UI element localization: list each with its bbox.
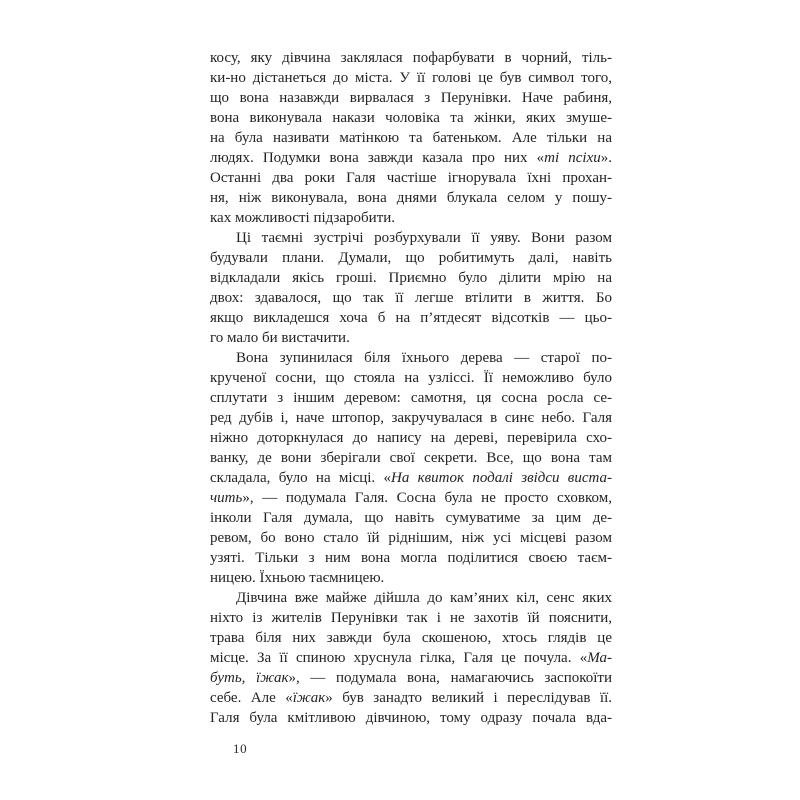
italic-text-run: ті псіхи (544, 150, 601, 166)
text-run: місце. За її спиною хруснула гілка, Галя це почула. « (210, 650, 588, 666)
text-run: ». (600, 150, 613, 166)
text-line (210, 348, 612, 368)
paragraph (210, 48, 612, 228)
text-line (210, 248, 612, 268)
text-run: Вона зупинилася біля їхнього дерева — старої по- (236, 350, 612, 366)
text-run: Галя була кмітливою дівчиною, тому одразу почала вда- (210, 710, 612, 726)
text-line (210, 448, 612, 468)
text-run: якщо викладешся хоча б на п’ятдесят відсотків — цьо- (210, 310, 612, 326)
text-line (210, 688, 612, 708)
text-run: », — подумала Галя. Сосна була не просто сховком, (242, 490, 612, 506)
text-run: го мало би вистачити. (210, 330, 350, 346)
text-run: трава біля них завжди була скошеною, хтось глядів це (210, 630, 612, 646)
text-run: Останні два роки Галя частіше ігнорувала їхні прохан- (210, 170, 612, 186)
text-line (210, 588, 612, 608)
text-line (210, 568, 612, 588)
text-run: косу, яку дівчина заклялася пофарбувати в чорний, тіль- (210, 50, 612, 66)
text-line (210, 288, 612, 308)
text-line (210, 228, 612, 248)
text-line (210, 308, 612, 328)
text-line (210, 128, 612, 148)
text-line (210, 668, 612, 688)
text-line (210, 88, 612, 108)
text-line (210, 48, 612, 68)
text-line (210, 708, 612, 728)
paragraph (210, 348, 612, 588)
text-line (210, 148, 612, 168)
text-run: ницею. Їхньою таємницею. (210, 570, 385, 586)
text-line (210, 328, 612, 348)
text-run: Ці таємні зустрічі розбурхували її уяву. Вони разом (236, 230, 612, 246)
text-run: », — подумала вона, намагаючись заспокоїти (288, 670, 612, 686)
text-run: на була називати матінкою та батеньком. Але тільки на (210, 130, 612, 146)
italic-text-run: Ма- (587, 650, 612, 666)
page-number: 10 (233, 741, 248, 756)
text-run: ревом, бо воно стало їй ріднішим, ніж усі місцеві разом (210, 530, 612, 546)
text-run: Дівчина вже майже дійшла до кам’яних кіл, сенс яких (236, 590, 612, 606)
text-line (210, 608, 612, 628)
italic-text-run: чить (210, 490, 243, 506)
text-run: відкладали якісь гроші. Приємно було ділити мрію на (210, 270, 612, 286)
text-run: людях. Подумки вона завжди казала про них « (210, 150, 545, 166)
text-run: » був занадто великий і переслідував її. (325, 690, 612, 706)
text-run: сплутати з іншим деревом: самотня, ця сосна росла се- (210, 390, 612, 406)
text-line (210, 628, 612, 648)
text-run: що вона назавжди вирвалася з Перунівки. Наче рабиня, (210, 90, 612, 106)
text-line (210, 188, 612, 208)
text-line (210, 648, 612, 668)
text-line (210, 548, 612, 568)
italic-text-run: На квиток подалі звідси виста- (390, 470, 612, 486)
text-line (210, 68, 612, 88)
text-run: ках можливості підзаробити. (210, 210, 396, 226)
text-line (210, 388, 612, 408)
text-run: крученої сосни, що стояла на узліссі. Її неможливо було (210, 370, 612, 386)
text-run: двох: здавалося, що так її легше втілити в життя. Бо (210, 290, 612, 306)
text-column (210, 48, 612, 728)
italic-text-run: їжак (292, 690, 326, 706)
paragraph (210, 228, 612, 348)
text-line (210, 528, 612, 548)
text-run: себе. Але « (210, 690, 293, 706)
text-run: вона виконувала накази чоловіка та жінки, яких змуше- (210, 110, 612, 126)
text-run: ки-но дістанеться до міста. У її голові це був символ того, (210, 70, 612, 86)
text-run: ред дубів і, наче штопор, закручувалася в синє небо. Галя (210, 410, 612, 426)
text-run: ніжно доторкнулася до напису на дереві, перевірила схо- (210, 430, 612, 446)
text-line (210, 108, 612, 128)
text-run: ванку, де вони зберігали свої секрети. Все, що вона там (210, 450, 612, 466)
italic-text-run: буть, їжак (210, 670, 289, 686)
text-line (210, 508, 612, 528)
text-run: ніхто із жителів Перунівки так і не захотів їй пояснити, (210, 610, 612, 626)
text-run: будували плани. Думали, що робитимуть далі, навіть (210, 250, 612, 266)
text-line (210, 208, 612, 228)
text-run: узяті. Тільки з ним вона могла поділитися своєю таєм- (210, 550, 612, 566)
text-run: складала, було на місці. « (210, 470, 391, 486)
text-line (210, 468, 612, 488)
text-line (210, 428, 612, 448)
text-line (210, 408, 612, 428)
paragraph (210, 588, 612, 728)
text-line (210, 488, 612, 508)
text-line (210, 168, 612, 188)
text-run: ня, ніж виконувала, вона днями блукала селом у пошу- (210, 190, 612, 206)
text-line (210, 368, 612, 388)
text-run: інколи Галя думала, що навіть сумуватиме за цим де- (210, 510, 612, 526)
text-line (210, 268, 612, 288)
